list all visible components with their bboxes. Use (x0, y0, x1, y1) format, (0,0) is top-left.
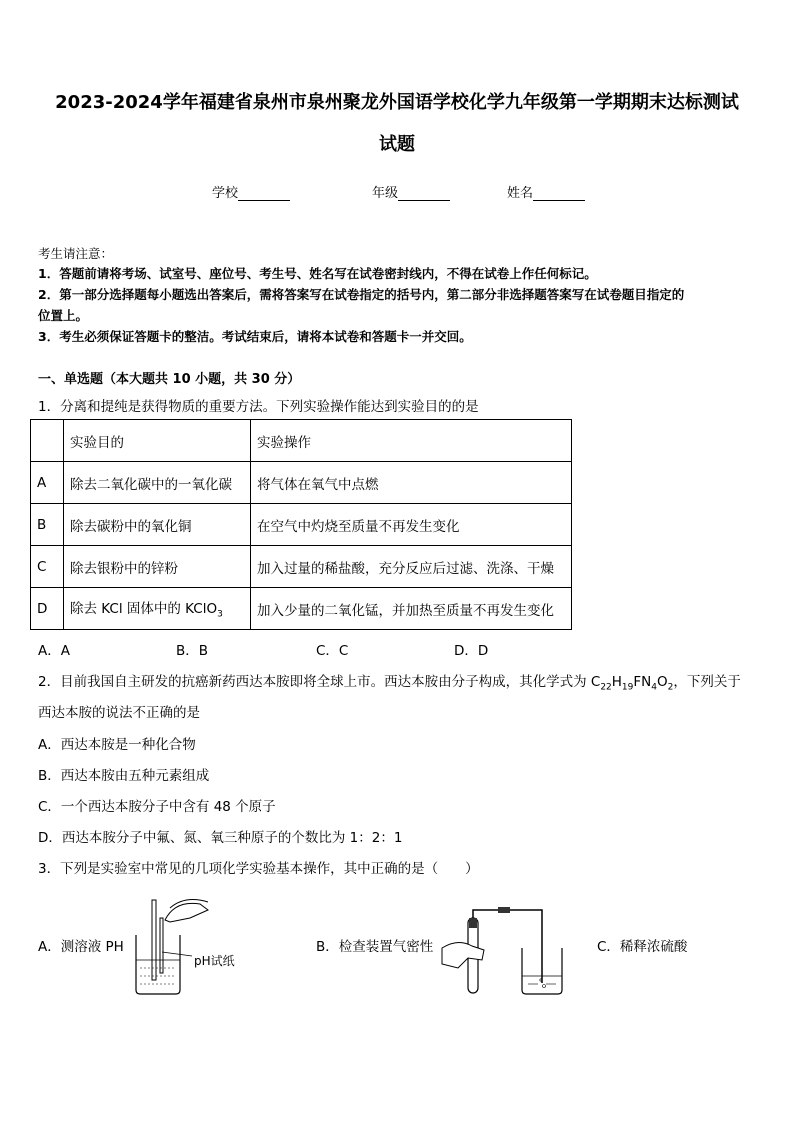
q1-stem: 1．分离和提纯是获得物质的重要方法。下列实验操作能达到实验目的的是 (38, 399, 479, 415)
exam-title-line2: 试题 (379, 134, 415, 155)
note-2b: 位置上。 (38, 308, 89, 323)
school-field (212, 182, 290, 201)
section-heading: 一、单选题（本大题共 10 小题，共 30 分） (38, 372, 301, 387)
q1-option-b: B．B (176, 643, 209, 659)
table-row: A 除去二氧化碳中的一氧化碳 将气体在氧气中点燃 (31, 462, 572, 504)
q1-table (30, 419, 572, 630)
q2-option-a: A．西达本胺是一种化合物 (38, 737, 196, 753)
q3-option-b: B．检查装置气密性 (316, 939, 434, 955)
school-label: 学校 (212, 186, 239, 201)
q2-option-b: B．西达本胺由五种元素组成 (38, 768, 210, 784)
note-1: 1．答题前请将考场、试室号、座位号、考生号、姓名写在试卷密封线内，不得在试卷上作任何标记。 (38, 266, 597, 281)
table-header-purpose: 实验目的 (64, 420, 251, 462)
q2-stem-cont: 西达本胺的说法不正确的是 (38, 705, 200, 721)
q1-option-a: A．A (38, 643, 70, 659)
ph-paper-label: pH试纸 (194, 954, 235, 968)
q3-option-a: A．测溶液 PH (38, 939, 124, 955)
q2-option-c: C．一个西达本胺分子中含有 48 个原子 (38, 799, 276, 815)
ph-test-illustration (130, 890, 210, 1000)
q1-option-c: C．C (316, 643, 349, 659)
table-header-operation: 实验操作 (251, 420, 572, 462)
q2-option-d: D．西达本胺分子中氟、氮、氧三种原子的个数比为 1：2：1 (38, 830, 403, 846)
q2-stem: 2．目前我国自主研发的抗癌新药西达本胺即将全球上市。西达本胺由分子构成，其化学式为 $C_{22}H_{19}FN_4O_2$，下列关于 (38, 674, 741, 693)
table-row: C 除去银粉中的锌粉 加入过量的稀盐酸，充分反应后过滤、洗涤、干燥 (31, 546, 572, 588)
q3-stem: 3．下列是实验室中常见的几项化学实验基本操作，其中正确的是（ ） (38, 861, 479, 877)
airtightness-illustration (438, 898, 568, 1000)
exam-title-line1: 2023-2024学年福建省泉州市泉州聚龙外国语学校化学九年级第一学期期末达标测试 (55, 92, 739, 113)
name-field (507, 182, 585, 201)
grade-field (372, 182, 450, 201)
grade-label: 年级 (372, 186, 399, 201)
table-row (31, 420, 572, 462)
q3-option-c: C．稀释浓硫酸 (597, 939, 688, 955)
q1-option-d: D．D (454, 643, 489, 659)
note-3: 3．考生必须保证答题卡的整洁。考试结束后，请将本试卷和答题卡一并交回。 (38, 329, 472, 344)
name-label: 姓名 (507, 186, 534, 201)
note-2a: 2．第一部分选择题每小题选出答案后，需将答案写在试卷指定的括号内，第二部分非选择题答案写在试卷题目指定的 (38, 287, 685, 302)
notes-heading: 考生请注意： (38, 246, 114, 261)
table-row: D 除去 KCl 固体中的 KClO$_3$ 加入少量的二氧化锰，并加热至质量不再发生变化 (31, 588, 572, 630)
table-row: B 除去碳粉中的氧化铜 在空气中灼烧至质量不再发生变化 (31, 504, 572, 546)
